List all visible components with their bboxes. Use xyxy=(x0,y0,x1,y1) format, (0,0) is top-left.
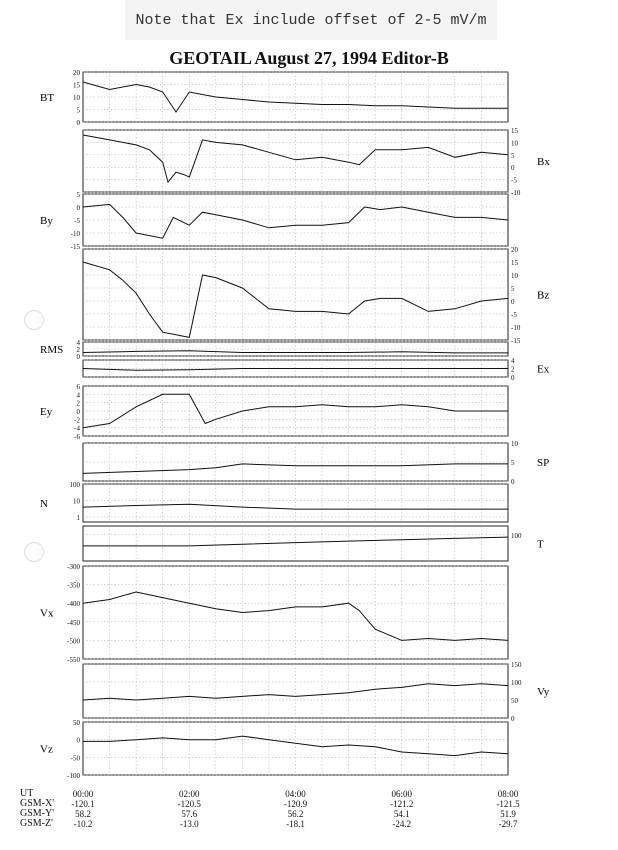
ut-axis-label: UT xyxy=(20,788,34,799)
y-tick-label: 10 xyxy=(73,94,80,102)
panel-by xyxy=(40,191,508,251)
y-tick-label: 0 xyxy=(76,736,80,745)
figure-title: GEOTAIL August 27, 1994 Editor-B xyxy=(169,48,449,68)
panel-label: By xyxy=(40,215,53,227)
panel-bt xyxy=(40,69,508,127)
y-tick-label: -10 xyxy=(511,324,521,332)
y-tick-label: 5 xyxy=(76,106,80,115)
y-tick-label: 15 xyxy=(511,127,518,135)
y-tick-label: 100 xyxy=(69,481,80,489)
x-tick-y: 57.6 xyxy=(181,809,198,819)
series-line-n xyxy=(83,504,508,509)
x-tick-ut: 00:00 xyxy=(72,789,94,799)
x-tick-ut: 02:00 xyxy=(178,789,200,799)
y-tick-label: 0 xyxy=(76,204,80,212)
x-tick-z: -29.7 xyxy=(498,819,518,829)
gsm-y-label: GSM-Y' xyxy=(20,808,55,819)
y-tick-label: 2 xyxy=(76,346,80,354)
y-tick-label: -10 xyxy=(70,230,80,238)
y-tick-label: 2 xyxy=(511,365,515,374)
panel-bx xyxy=(83,127,550,197)
x-tick-y: 54.1 xyxy=(393,809,410,819)
panel-label: Ey xyxy=(40,406,53,418)
y-tick-label: 20 xyxy=(73,69,80,77)
y-tick-label: -400 xyxy=(67,600,80,609)
y-tick-label: 10 xyxy=(511,272,518,280)
gsm-x-label: GSM-X' xyxy=(20,798,55,809)
y-tick-label: 5 xyxy=(511,285,515,293)
panel-label: Bx xyxy=(537,156,550,168)
panel-label: T xyxy=(537,538,544,551)
y-tick-label: 0 xyxy=(76,353,80,361)
y-tick-label: -300 xyxy=(67,563,80,571)
panel-label: Vy xyxy=(537,686,550,698)
panel-label: Vz xyxy=(40,743,53,756)
y-tick-label: -2 xyxy=(74,416,80,425)
y-tick-label: 5 xyxy=(76,191,80,199)
offset-note: Note that Ex include offset of 2-5 mV/m xyxy=(125,0,497,40)
x-tick-z: -18.1 xyxy=(286,819,305,829)
y-tick-label: 4 xyxy=(76,391,80,400)
panel-bz xyxy=(83,246,549,345)
x-tick-x: -121.2 xyxy=(390,799,414,809)
panel-ex xyxy=(83,357,550,382)
y-tick-label: 150 xyxy=(511,661,522,669)
x-tick-x: -120.5 xyxy=(177,799,201,809)
panel-vy xyxy=(83,661,550,723)
series-line-ex xyxy=(83,369,508,371)
x-tick-z: -10.2 xyxy=(73,819,93,829)
y-tick-label: 20 xyxy=(511,246,518,254)
x-tick-x: -120.1 xyxy=(71,799,95,809)
y-tick-label: 4 xyxy=(76,339,80,347)
panel-ey xyxy=(40,383,508,441)
panel-sp xyxy=(83,440,549,486)
x-tick-y: 58.2 xyxy=(75,809,91,819)
x-tick-y: 51.9 xyxy=(500,809,516,819)
y-tick-label: 0 xyxy=(511,478,515,486)
panel-label: SP xyxy=(537,457,550,469)
y-tick-label: 0 xyxy=(511,164,515,173)
y-tick-label: 5 xyxy=(511,151,515,160)
y-tick-label: 0 xyxy=(511,374,515,382)
y-tick-label: 1 xyxy=(76,514,80,523)
panel-label: BT xyxy=(40,92,55,104)
y-tick-label: -6 xyxy=(74,433,80,441)
y-tick-label: -4 xyxy=(74,424,80,433)
y-tick-label: -450 xyxy=(67,618,80,627)
y-tick-label: 15 xyxy=(511,259,518,267)
y-tick-label: -10 xyxy=(511,189,521,197)
panel-label: RMS xyxy=(40,344,64,356)
y-tick-label: 15 xyxy=(73,81,80,90)
y-tick-label: 6 xyxy=(76,383,80,391)
y-tick-label: 0 xyxy=(511,715,515,723)
y-tick-label: 50 xyxy=(73,719,80,727)
y-tick-label: 0 xyxy=(76,408,80,416)
y-tick-label: -100 xyxy=(67,772,80,780)
x-tick-x: -120.9 xyxy=(283,799,308,809)
panel-n xyxy=(40,481,508,522)
x-tick-z: -24.2 xyxy=(392,819,412,829)
x-tick-ut: 08:00 xyxy=(497,789,519,799)
gsm-z-label: GSM-Z' xyxy=(20,818,53,829)
y-tick-label: -550 xyxy=(67,656,80,664)
panel-label: Bz xyxy=(537,289,550,302)
y-tick-label: 50 xyxy=(511,697,518,705)
y-tick-label: -15 xyxy=(70,243,80,251)
panel-t xyxy=(83,526,544,561)
x-tick-z: -13.0 xyxy=(179,819,199,829)
x-tick-y: 56.2 xyxy=(287,809,304,819)
y-tick-label: -5 xyxy=(74,217,80,225)
x-tick-x: -121.5 xyxy=(496,799,520,809)
y-tick-label: -50 xyxy=(70,754,80,763)
y-tick-label: 4 xyxy=(511,357,515,365)
y-tick-label: 5 xyxy=(511,459,515,467)
y-tick-label: 2 xyxy=(76,399,80,408)
y-tick-label: -500 xyxy=(67,637,80,646)
y-tick-label: -15 xyxy=(511,337,521,345)
y-tick-label: 10 xyxy=(511,440,518,448)
panel-vz xyxy=(40,719,508,780)
y-tick-label: 100 xyxy=(511,679,522,687)
y-tick-label: 0 xyxy=(76,119,80,127)
y-tick-label: 10 xyxy=(73,497,80,506)
series-line-vz xyxy=(83,736,508,756)
y-tick-label: 10 xyxy=(511,139,518,148)
y-tick-label: 100 xyxy=(511,531,522,540)
y-tick-label: 0 xyxy=(511,298,515,306)
panel-vx xyxy=(40,563,508,664)
y-tick-label: -5 xyxy=(511,176,517,185)
panel-label: Ex xyxy=(537,363,550,376)
panel-label: Vx xyxy=(40,607,54,620)
y-tick-label: -5 xyxy=(511,311,517,319)
series-line-rms xyxy=(83,351,508,353)
x-tick-ut: 06:00 xyxy=(391,789,413,799)
panel-label: N xyxy=(40,498,48,510)
x-axis-labels xyxy=(71,789,520,829)
x-tick-ut: 04:00 xyxy=(285,789,306,799)
panel-rms xyxy=(40,339,508,361)
y-tick-label: -350 xyxy=(67,581,80,590)
